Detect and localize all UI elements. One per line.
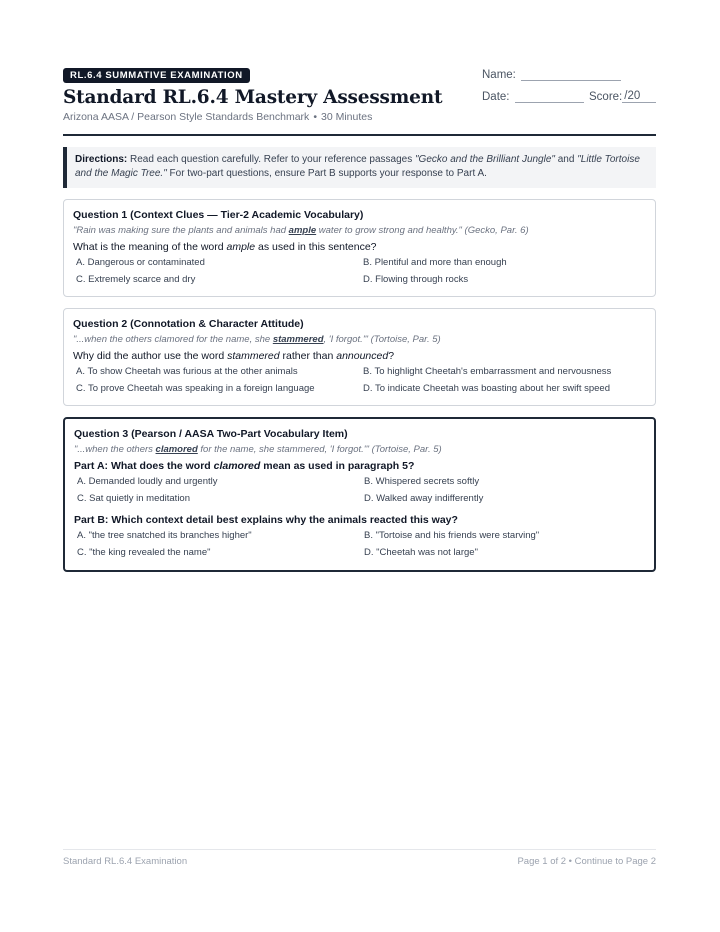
quote-target-word: stammered — [272, 334, 324, 345]
passage-1-title: "Gecko and the Brilliant Jungle" — [415, 154, 555, 165]
directions-box — [63, 147, 656, 188]
option-a[interactable]: A. Dangerous or contaminated — [76, 257, 205, 268]
option-b[interactable]: B. Whispered secrets softly — [364, 476, 480, 487]
option-a[interactable]: A. Demanded loudly and urgently — [77, 476, 218, 487]
prompt-target-word: stammered — [227, 350, 280, 362]
prompt-text: mean as used in paragraph 5? — [260, 460, 415, 472]
part-b-prompt: Part B: Which context detail best explains why the animals reacted this way? — [74, 514, 458, 526]
quote-text: water to grow strong and healthy." (Gecko, Par. 6) — [316, 225, 529, 236]
name-row — [482, 63, 656, 81]
option-d[interactable]: D. To indicate Cheetah was boasting about her swift speed — [363, 383, 610, 394]
question-1-title: Question 1 (Context Clues — Tier-2 Academic Vocabulary) — [73, 209, 364, 221]
page-subtitle — [63, 111, 372, 123]
quote-text: , 'I forgot.'" (Tortoise, Par. 5) — [323, 334, 441, 345]
question-3-quote — [74, 444, 645, 455]
question-2-title: Question 2 (Connotation & Character Attitude) — [73, 318, 304, 330]
prompt-text: rather than — [279, 350, 337, 362]
passage-2-title: "Little Tortoise and the Magic Tree." — [75, 154, 640, 179]
option-b[interactable]: B. "Tortoise and his friends were starving" — [364, 530, 540, 541]
quote-text: "Rain was making sure the plants and animals had — [73, 225, 289, 236]
option-a[interactable]: A. "the tree snatched its branches higher" — [77, 530, 252, 541]
score-label: Score: — [589, 91, 623, 103]
name-label: Name: — [482, 69, 516, 81]
option-c[interactable]: C. Extremely scarce and dry — [76, 274, 196, 285]
question-2-options — [73, 366, 646, 395]
quote-text: for the name, she stammered, 'I forgot.'" (Tortoise, Par. 5) — [197, 444, 442, 455]
quote-text: "...when the others clamored for the name, she — [73, 334, 273, 345]
option-c[interactable]: C. To prove Cheetah was speaking in a foreign language — [76, 383, 315, 394]
question-2-quote — [73, 334, 646, 345]
question-2-card — [63, 308, 656, 406]
part-a-prompt — [74, 460, 645, 472]
assessment-page — [63, 60, 656, 572]
date-field[interactable] — [515, 90, 585, 103]
quote-text: "...when the others — [74, 444, 156, 455]
name-field[interactable] — [521, 68, 621, 81]
part-a-options — [74, 476, 645, 505]
subtitle-separator: • — [313, 111, 317, 123]
subtitle-source: Arizona AASA / Pearson Style Standards Benchmark — [63, 111, 310, 123]
option-d[interactable]: D. Flowing through rocks — [363, 274, 469, 285]
question-3-card — [63, 417, 656, 572]
page-footer — [63, 849, 656, 867]
question-1-quote — [73, 225, 646, 236]
prompt-text: Part A: What does the word — [74, 460, 214, 472]
option-b[interactable]: B. To highlight Cheetah's embarrassment and nervousness — [363, 366, 612, 377]
directions-label: Directions: — [75, 154, 128, 165]
option-a[interactable]: A. To show Cheetah was furious at the other animals — [76, 366, 298, 377]
page-title: Standard RL.6.4 Mastery Assessment — [63, 87, 443, 108]
prompt-text: as used in this sentence? — [255, 241, 377, 253]
footer-page-indicator: Page 1 of 2 • Continue to Page 2 — [517, 856, 656, 867]
directions-text-3: For two-part questions, ensure Part B supports your response to Part A. — [166, 168, 487, 179]
student-fields — [482, 63, 656, 103]
question-1-card — [63, 199, 656, 297]
option-c[interactable]: C. Sat quietly in meditation — [77, 493, 191, 504]
question-3-title: Question 3 (Pearson / AASA Two-Part Vocabulary Item) — [74, 428, 348, 440]
prompt-text: Why did the author use the word — [73, 350, 228, 362]
prompt-text: ? — [388, 350, 395, 362]
date-label: Date: — [482, 91, 510, 103]
score-field[interactable] — [622, 90, 656, 103]
prompt-contrast-word: announced — [336, 350, 389, 362]
exam-badge: RL.6.4 SUMMATIVE EXAMINATION — [63, 68, 250, 83]
option-b[interactable]: B. Plentiful and more than enough — [363, 257, 507, 268]
subtitle-time: 30 Minutes — [321, 111, 373, 123]
directions-text-2: and — [554, 154, 578, 165]
question-2-prompt — [73, 350, 646, 362]
directions-text-1: Read each question carefully. Refer to your reference passages — [127, 154, 415, 165]
score-total: /20 — [624, 90, 641, 102]
option-d[interactable]: D. Walked away indifferently — [364, 493, 484, 504]
date-score-row — [482, 85, 656, 103]
option-d[interactable]: D. "Cheetah was not large" — [364, 547, 478, 558]
part-b-options — [74, 530, 645, 559]
prompt-text: What is the meaning of the word — [73, 241, 227, 253]
option-c[interactable]: C. "the king revealed the name" — [77, 547, 211, 558]
footer-left: Standard RL.6.4 Examination — [63, 856, 188, 867]
page-header — [63, 60, 656, 136]
prompt-target-word: clamored — [213, 460, 261, 472]
quote-target-word: ample — [288, 225, 317, 236]
prompt-target-word: ample — [226, 241, 256, 253]
question-1-options — [73, 257, 646, 286]
quote-target-word: clamored — [155, 444, 198, 455]
question-1-prompt — [73, 241, 646, 253]
